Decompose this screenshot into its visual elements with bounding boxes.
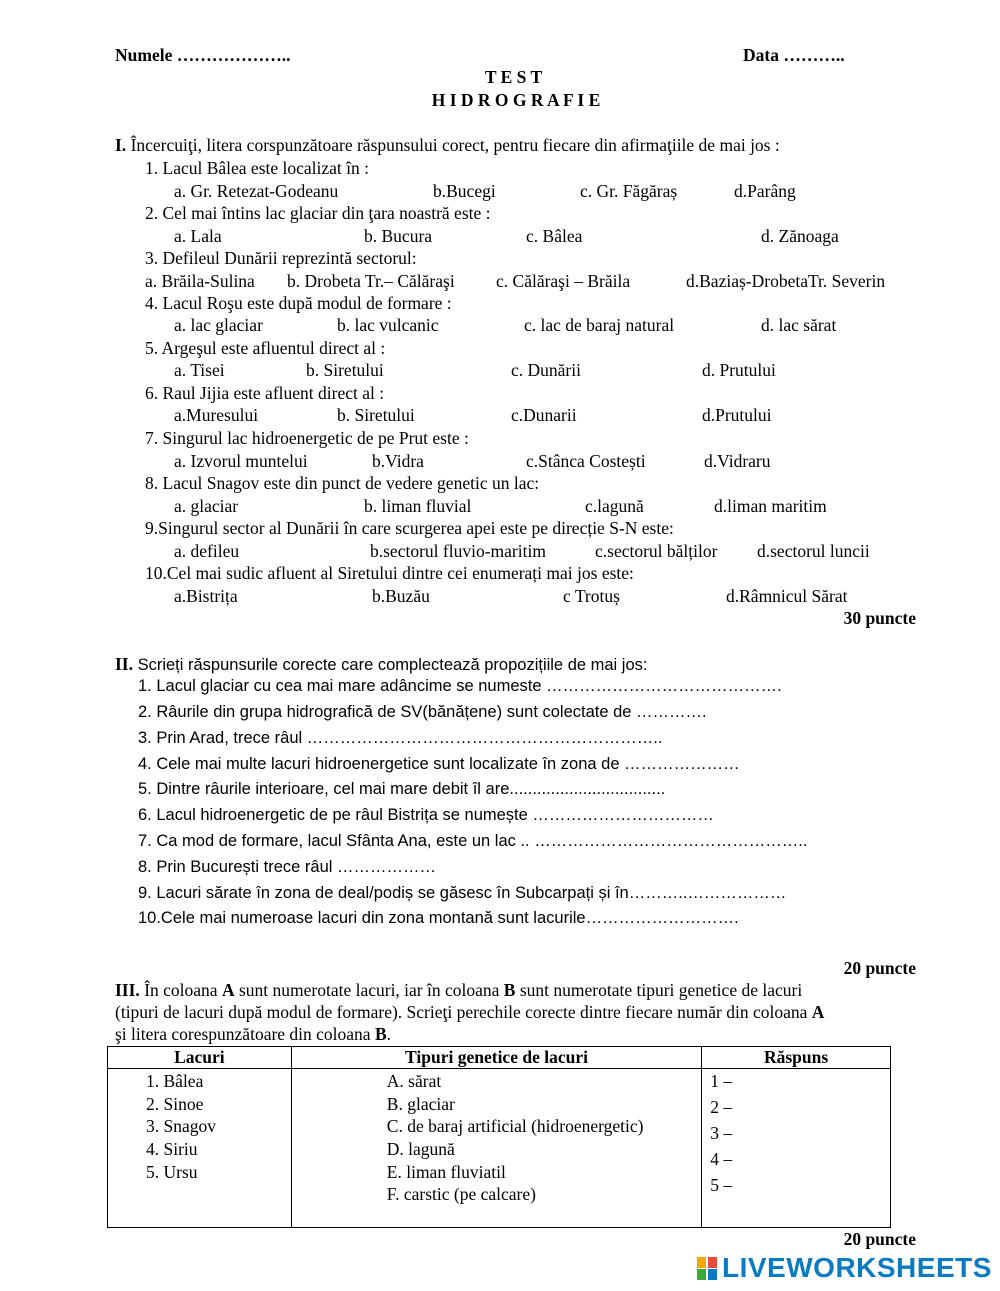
lake-item: 2. Sinoe xyxy=(146,1094,204,1114)
type-item: B. glaciar xyxy=(386,1094,455,1114)
q4-option-c[interactable]: c. lac de baraj natural xyxy=(524,315,675,335)
fill-item-9[interactable]: 9. Lacuri sărate în zona de deal/podiș se găsesc în Subcarpați și în………..……………… xyxy=(138,884,787,902)
header-answer: Răspuns xyxy=(702,1047,891,1069)
q7-option-b[interactable]: b.Vidra xyxy=(372,451,424,471)
q7-option-d[interactable]: d.Vidraru xyxy=(704,451,771,471)
fill-item-10[interactable]: 10.Cele mai numeroase lacuri din zona montană sunt lacurile………………………. xyxy=(138,909,739,927)
q3-option-b[interactable]: b. Drobeta Tr.– Călăraşi xyxy=(287,271,455,291)
q1-option-d[interactable]: d.Parâng xyxy=(734,181,796,201)
matching-table xyxy=(107,1046,891,1228)
q6-option-c[interactable]: c.Dunarii xyxy=(511,405,577,425)
name-label: Numele ……………….. xyxy=(115,45,291,65)
answer-field-5[interactable]: 5 – xyxy=(710,1175,733,1195)
q9-option-a[interactable]: a. defileu xyxy=(174,541,240,561)
answer-field-4[interactable]: 4 – xyxy=(710,1149,733,1169)
q4-option-a[interactable]: a. lac glaciar xyxy=(174,315,263,335)
section3-instruction-line2: (tipuri de lacuri după modul de formare). Scrieţi perechile corecte dintre fiecare număr din coloana A xyxy=(115,1002,825,1022)
fill-item-1[interactable]: 1. Lacul glaciar cu cea mai mare adâncime se numeste ……………………………………. xyxy=(138,677,782,695)
fill-item-5[interactable]: 5. Dintre râurile interioare, cel mai mare debit îl are.................................. xyxy=(138,780,666,798)
q8-option-b[interactable]: b. liman fluvial xyxy=(364,496,472,516)
q4-option-d[interactable]: d. lac sărat xyxy=(761,315,837,335)
q8-option-c[interactable]: c.lagună xyxy=(585,496,644,516)
answer-field-3[interactable]: 3 – xyxy=(710,1123,733,1143)
q10-text: 10.Cel mai sudic afluent al Siretului dintre cei enumerați mai jos este: xyxy=(145,563,634,583)
type-item: C. de baraj artificial (hidroenergetic) xyxy=(386,1116,644,1136)
type-item: E. liman fluviatil xyxy=(386,1162,506,1182)
logo-icon xyxy=(697,1255,719,1281)
q1-text: 1. Lacul Bâlea este localizat în : xyxy=(145,158,369,178)
section3-instruction-line3: şi litera corespunzătoare din coloana B. xyxy=(115,1024,392,1044)
q7-option-a[interactable]: a. Izvorul muntelui xyxy=(174,451,308,471)
q6-option-d[interactable]: d.Prutului xyxy=(702,405,772,425)
q2-option-c[interactable]: c. Bâlea xyxy=(526,226,583,246)
q8-option-d[interactable]: d.liman maritim xyxy=(714,496,827,516)
q6-option-a[interactable]: a.Muresului xyxy=(174,405,259,425)
q10-option-d[interactable]: d.Râmnicul Sărat xyxy=(726,586,848,606)
q9-option-c[interactable]: c.sectorul bălților xyxy=(595,541,718,561)
answer-field-2[interactable]: 2 – xyxy=(710,1097,733,1117)
q8-text: 8. Lacul Snagov este din punct de vedere genetic un lac: xyxy=(145,473,540,493)
lake-item: 3. Snagov xyxy=(146,1116,216,1136)
q10-option-a[interactable]: a.Bistrița xyxy=(174,586,238,606)
answer-field-1[interactable]: 1 – xyxy=(710,1071,733,1091)
q2-text: 2. Cel mai întins lac glaciar din ţara noastră este : xyxy=(145,203,491,223)
logo-text: LIVEWORKSHEETS xyxy=(722,1252,992,1283)
fill-item-6[interactable]: 6. Lacul hidroenergetic de pe râul Bistrița se numește …………………………… xyxy=(138,806,714,824)
section1-instruction: I. Încercuiţi, litera corspunzătoare răspunsului corect, pentru fiecare din afirmaţiile de mai jos : xyxy=(115,135,780,155)
fill-item-2[interactable]: 2. Râurile din grupa hidrografică de SV(bănățene) sunt colectate de …………. xyxy=(138,703,707,721)
fill-item-7[interactable]: 7. Ca mod de formare, lacul Sfânta Ana, este un lac .. ………………………………………….. xyxy=(138,832,808,850)
q5-option-c[interactable]: c. Dunării xyxy=(511,360,581,380)
lake-item: 4. Siriu xyxy=(146,1139,198,1159)
fill-item-8[interactable]: 8. Prin București trece râul ……………… xyxy=(138,858,436,876)
lake-item: 5. Ursu xyxy=(146,1162,198,1182)
date-label: Data ……….. xyxy=(743,45,845,65)
q2-option-d[interactable]: d. Zănoaga xyxy=(761,226,839,246)
header-types: Tipuri genetice de lacuri xyxy=(291,1047,701,1069)
q4-text: 4. Lacul Roşu este după modul de formare : xyxy=(145,293,452,313)
q6-text: 6. Raul Jijia este afluent direct al : xyxy=(145,383,385,403)
q7-option-c[interactable]: c.Stânca Costești xyxy=(526,451,646,471)
section2-instruction: II. Scrieți răspunsurile corecte care complectează propozițiile de mai jos: xyxy=(115,654,648,674)
type-item: A. sărat xyxy=(386,1071,442,1091)
q6-option-b[interactable]: b. Siretului xyxy=(337,405,415,425)
test-subtitle: H I D R O G R A F I E xyxy=(431,90,601,110)
q3-text: 3. Defileul Dunării reprezintă sectorul: xyxy=(145,248,417,268)
q2-option-b[interactable]: b. Bucura xyxy=(364,226,433,246)
q5-option-b[interactable]: b. Siretului xyxy=(306,360,384,380)
q8-option-a[interactable]: a. glaciar xyxy=(174,496,239,516)
q1-option-b[interactable]: b.Bucegi xyxy=(433,181,496,201)
types-cell xyxy=(291,1069,701,1228)
q1-option-c[interactable]: c. Gr. Făgăraș xyxy=(580,181,678,201)
q10-option-c[interactable]: c Trotuș xyxy=(563,586,620,606)
q5-text: 5. Argeşul este afluentul direct al : xyxy=(145,338,386,358)
q2-option-a[interactable]: a. Lala xyxy=(174,226,222,246)
section3-instruction-line1: III. În coloana A sunt numerotate lacuri, iar în coloana B sunt numerotate tipuri genetice de lacuri xyxy=(115,980,803,1000)
section1-points: 30 puncte xyxy=(843,608,916,628)
type-item: D. lagună xyxy=(386,1139,455,1159)
liveworksheets-logo xyxy=(697,1252,992,1284)
q9-option-d[interactable]: d.sectorul luncii xyxy=(757,541,870,561)
fill-item-4[interactable]: 4. Cele mai multe lacuri hidroenergetice sunt localizate în zona de ………………… xyxy=(138,755,740,773)
q9-text: 9.Singurul sector al Dunării în care scurgerea apei este pe direcție S-N este: xyxy=(145,518,674,538)
q3-option-a[interactable]: a. Brăila-Sulina xyxy=(145,271,255,291)
q5-option-d[interactable]: d. Prutului xyxy=(702,360,776,380)
header-lakes: Lacuri xyxy=(108,1047,292,1069)
section3-points: 20 puncte xyxy=(843,1229,916,1249)
q9-option-b[interactable]: b.sectorul fluvio-maritim xyxy=(370,541,546,561)
q3-option-d[interactable]: d.Baziaș-DrobetaTr. Severin xyxy=(686,271,886,291)
type-item: F. carstic (pe calcare) xyxy=(386,1184,536,1204)
section2-points: 20 puncte xyxy=(843,958,916,978)
test-title: T E S T xyxy=(484,67,543,87)
lake-item: 1. Bâlea xyxy=(146,1071,204,1091)
q1-option-a[interactable]: a. Gr. Retezat-Godeanu xyxy=(174,181,339,201)
q3-option-c[interactable]: c. Călăraşi – Brăila xyxy=(496,271,631,291)
q5-option-a[interactable]: a. Tisei xyxy=(174,360,225,380)
q4-option-b[interactable]: b. lac vulcanic xyxy=(337,315,439,335)
q7-text: 7. Singurul lac hidroenergetic de pe Prut este : xyxy=(145,428,469,448)
answers-cell xyxy=(702,1069,891,1228)
fill-item-3[interactable]: 3. Prin Arad, trece râul ……………………………………………………….. xyxy=(138,729,663,747)
q10-option-b[interactable]: b.Buzău xyxy=(372,586,430,606)
lakes-cell xyxy=(108,1069,292,1228)
